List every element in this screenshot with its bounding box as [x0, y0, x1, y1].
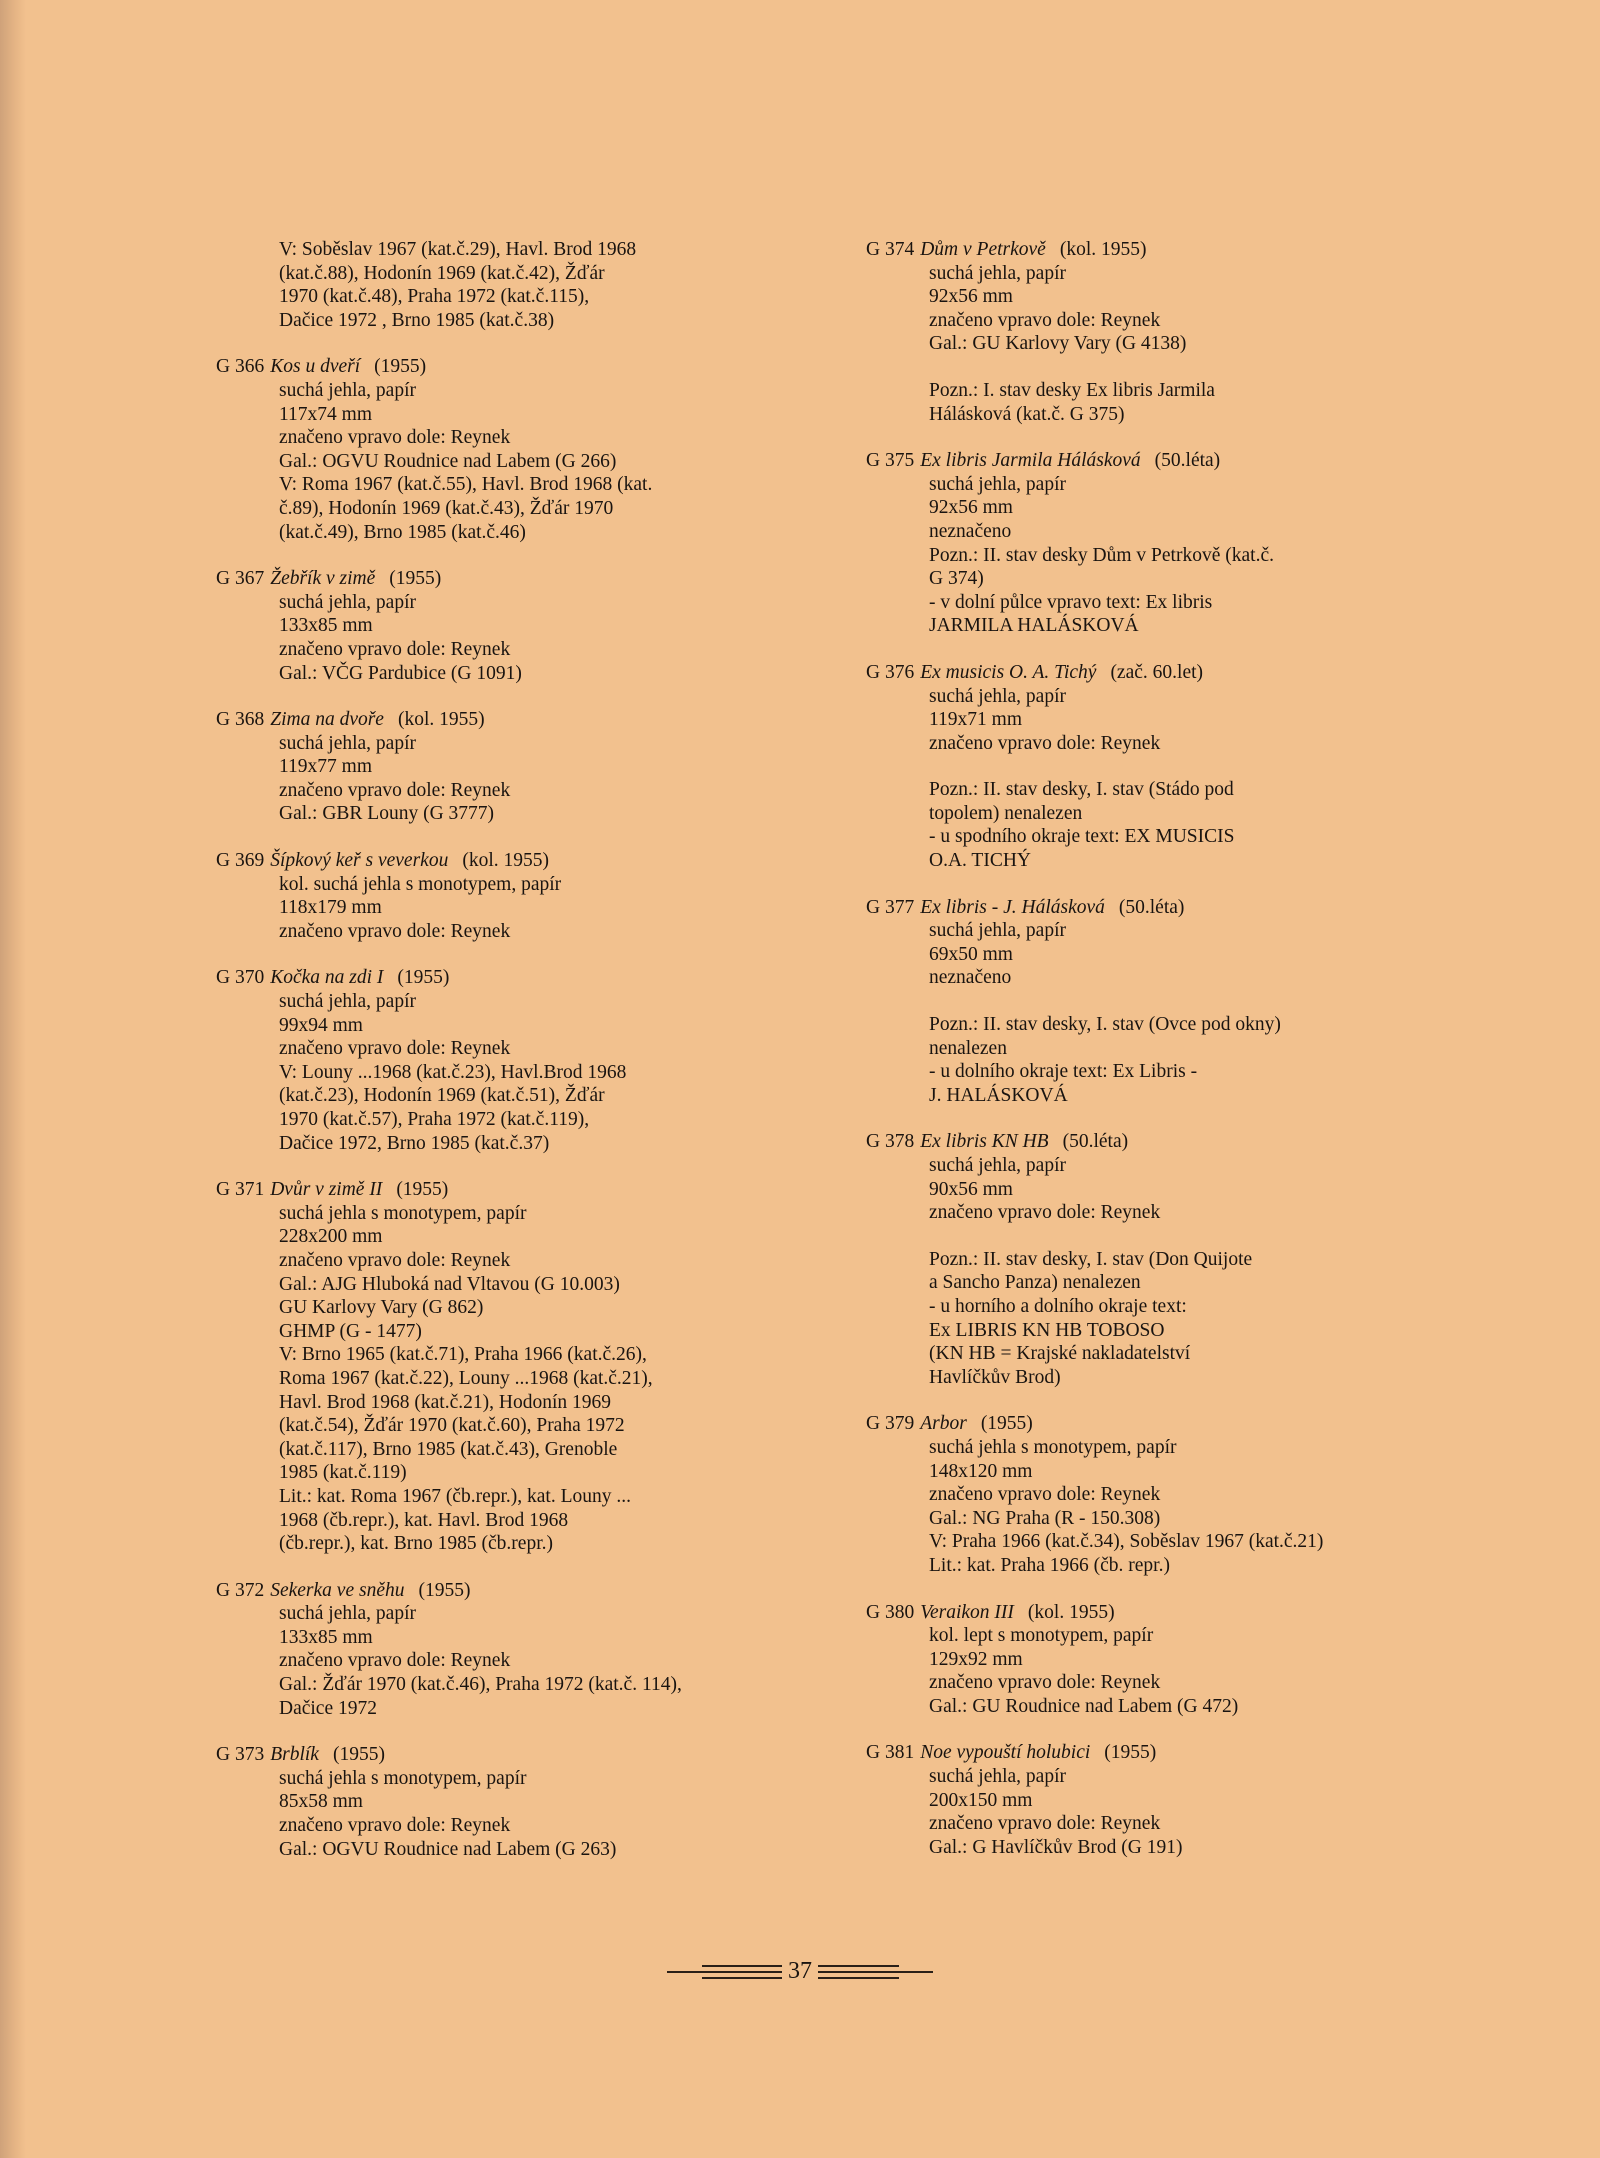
entry-details: [216, 1767, 736, 1861]
right-column: [866, 238, 1406, 1882]
entry-details: [216, 873, 736, 944]
artwork-date: (kol. 1955): [1027, 1601, 1115, 1623]
detail-line: Gal.: GBR Louny (G 3777): [279, 803, 495, 825]
entry-heading: [866, 238, 1406, 262]
catalog-number: G 378: [866, 1131, 915, 1153]
detail-line: Pozn.: II. stav desky, I. stav (Don Quijote: [929, 1248, 1253, 1270]
detail-line: GHMP (G - 1477): [279, 1320, 422, 1342]
detail-line: 90x56 mm: [929, 1178, 1013, 1200]
detail-line: suchá jehla, papír: [279, 591, 416, 613]
artwork-title: Brblík: [270, 1744, 319, 1766]
detail-line: suchá jehla s monotypem, papír: [929, 1436, 1177, 1458]
entry-details: [216, 238, 736, 332]
detail-line: (kat.č.49), Brno 1985 (kat.č.46): [279, 521, 526, 543]
detail-line: Pozn.: II. stav desky, I. stav (Ovce pod okny): [929, 1014, 1281, 1036]
entry-details: [866, 1154, 1406, 1389]
artwork-title: Žebřík v zimě: [270, 568, 376, 590]
artwork-title: Šípkový keř s veverkou: [270, 850, 449, 872]
detail-line: suchá jehla, papír: [929, 1766, 1066, 1788]
detail-line: Havlíčkův Brod): [929, 1366, 1061, 1388]
artwork-date: (1955): [389, 568, 442, 590]
detail-line: značeno vpravo dole: Reynek: [279, 779, 511, 801]
artwork-date: (kol. 1955): [462, 850, 549, 872]
artwork-date: (1955): [332, 1744, 385, 1766]
page-binding-edge: [0, 0, 26, 2158]
catalog-number: G 380: [866, 1601, 915, 1623]
detail-paragraph: [929, 473, 1406, 638]
catalog-number: G 366: [216, 356, 265, 378]
catalog-entry: [866, 1741, 1406, 1859]
detail-line: neznačeno: [929, 967, 1012, 989]
entry-heading: [866, 1601, 1406, 1625]
detail-paragraph: [929, 778, 1406, 872]
artwork-date: (zač. 60.let): [1110, 661, 1204, 683]
artwork-date: (1955): [397, 967, 450, 989]
catalog-entry: [216, 966, 736, 1155]
catalog-number: G 370: [216, 967, 265, 989]
entry-details: [866, 473, 1406, 638]
detail-line: nenalezen: [929, 1037, 1007, 1059]
detail-line: (kat.č.23), Hodonín 1969 (kat.č.51), Žďár: [279, 1085, 605, 1107]
detail-line: Hálásková (kat.č. G 375): [929, 403, 1125, 425]
detail-paragraph: [279, 1202, 736, 1556]
entry-heading: [216, 1178, 736, 1202]
catalog-entry: [216, 708, 736, 826]
detail-paragraph: [279, 1602, 736, 1720]
detail-line: suchá jehla, papír: [279, 1603, 416, 1625]
detail-line: kol. suchá jehla s monotypem, papír: [279, 873, 562, 895]
entry-heading: [216, 708, 736, 732]
detail-line: suchá jehla s monotypem, papír: [279, 1767, 527, 1789]
detail-line: 119x71 mm: [929, 709, 1022, 731]
catalog-entry: [216, 567, 736, 685]
entry-details: [866, 1624, 1406, 1718]
detail-line: značeno vpravo dole: Reynek: [279, 1249, 511, 1271]
entry-details: [866, 1436, 1406, 1578]
catalog-number: G 367: [216, 568, 265, 590]
detail-line: - u horního a dolního okraje text:: [929, 1295, 1187, 1317]
detail-line: Lit.: kat. Praha 1966 (čb. repr.): [929, 1554, 1170, 1576]
detail-line: - u spodního okraje text: EX MUSICIS: [929, 826, 1235, 848]
detail-line: 228x200 mm: [279, 1226, 383, 1248]
detail-line: GU Karlovy Vary (G 862): [279, 1297, 484, 1319]
detail-line: JARMILA HALÁSKOVÁ: [929, 615, 1139, 637]
catalog-number: G 375: [866, 450, 915, 472]
catalog-number: G 377: [866, 896, 915, 918]
detail-paragraph: [279, 990, 736, 1155]
artwork-title: Kočka na zdi I: [270, 967, 384, 989]
catalog-entry: [866, 449, 1406, 638]
entry-details: [216, 379, 736, 544]
detail-line: č.89), Hodonín 1969 (kat.č.43), Žďár 1970: [279, 497, 614, 519]
detail-line: 1970 (kat.č.57), Praha 1972 (kat.č.119),: [279, 1109, 590, 1130]
entry-details: [216, 990, 736, 1155]
detail-line: Gal.: Žďár 1970 (kat.č.46), Praha 1972 (kat.č. 114),: [279, 1674, 682, 1696]
entry-details: [866, 919, 1406, 1107]
catalog-entry: [216, 355, 736, 544]
detail-line: suchá jehla, papír: [929, 262, 1066, 284]
catalog-number: G 379: [866, 1413, 915, 1435]
artwork-title: Sekerka ve sněhu: [270, 1579, 405, 1601]
artwork-date: (50.léta): [1062, 1131, 1129, 1153]
detail-line: neznačeno: [929, 520, 1012, 542]
detail-line: 133x85 mm: [279, 615, 373, 637]
entry-heading: [866, 1412, 1406, 1436]
detail-line: suchá jehla, papír: [929, 920, 1066, 942]
detail-line: V: Soběslav 1967 (kat.č.29), Havl. Brod 1968: [279, 239, 637, 260]
detail-line: značeno vpravo dole: Reynek: [929, 1672, 1161, 1694]
detail-line: Gal.: OGVU Roudnice nad Labem (G 263): [279, 1838, 617, 1860]
detail-line: V: Praha 1966 (kat.č.34), Soběslav 1967 (kat.č.21): [929, 1531, 1324, 1553]
footer-rule-left: [667, 1965, 782, 1979]
detail-line: 69x50 mm: [929, 943, 1013, 965]
artwork-date: (1955): [418, 1579, 471, 1601]
catalog-number: G 376: [866, 661, 915, 683]
entry-heading: [866, 1741, 1406, 1765]
detail-line: značeno vpravo dole: Reynek: [929, 732, 1161, 754]
detail-paragraph: [279, 873, 736, 944]
entry-heading: [866, 1130, 1406, 1154]
detail-paragraph: [929, 1248, 1406, 1390]
catalog-entry: [866, 661, 1406, 873]
detail-line: kol. lept s monotypem, papír: [929, 1625, 1154, 1647]
catalog-entry: [216, 849, 736, 943]
detail-line: Gal.: NG Praha (R - 150.308): [929, 1507, 1161, 1529]
detail-line: G 374): [929, 568, 984, 590]
detail-paragraph: [929, 919, 1406, 990]
detail-line: Gal.: G Havlíčkův Brod (G 191): [929, 1836, 1183, 1858]
detail-line: 92x56 mm: [929, 497, 1013, 519]
artwork-title: Ex libris - J. Hálásková: [920, 896, 1105, 918]
detail-line: J. HALÁSKOVÁ: [929, 1084, 1068, 1106]
entry-heading: [866, 661, 1406, 685]
artwork-date: (1955): [374, 356, 427, 378]
detail-line: Pozn.: II. stav desky Dům v Petrkově (kat.č.: [929, 544, 1274, 566]
detail-line: Dačice 1972 , Brno 1985 (kat.č.38): [279, 309, 555, 331]
detail-line: 117x74 mm: [279, 403, 372, 425]
detail-line: (kat.č.54), Žďár 1970 (kat.č.60), Praha 1972: [279, 1415, 625, 1437]
catalog-entry: [216, 1743, 736, 1861]
footer-rule-right: [818, 1965, 933, 1979]
detail-line: značeno vpravo dole: Reynek: [279, 920, 511, 942]
catalog-number: G 368: [216, 709, 265, 731]
catalog-entry: [866, 1130, 1406, 1389]
detail-paragraph: [929, 1765, 1406, 1859]
catalog-entry: [866, 1601, 1406, 1719]
entry-details: [216, 591, 736, 685]
detail-line: Gal.: VČG Pardubice (G 1091): [279, 662, 522, 684]
artwork-title: Dům v Petrkově: [920, 239, 1046, 260]
catalog-entry: [216, 1178, 736, 1556]
detail-line: (KN HB = Krajské nakladatelství: [929, 1343, 1191, 1365]
detail-paragraph: [279, 379, 736, 544]
detail-line: suchá jehla, papír: [279, 991, 416, 1013]
catalog-number: G 374: [866, 239, 915, 260]
entry-heading: [216, 849, 736, 873]
entry-heading: [216, 1579, 736, 1603]
detail-line: 118x179 mm: [279, 897, 382, 919]
detail-line: 200x150 mm: [929, 1789, 1033, 1811]
catalog-number: G 373: [216, 1744, 265, 1766]
detail-line: 148x120 mm: [929, 1460, 1033, 1482]
artwork-title: Veraikon III: [920, 1601, 1014, 1623]
catalog-entry: [866, 1412, 1406, 1577]
artwork-title: Ex libris Jarmila Hálásková: [920, 450, 1141, 472]
entry-details: [216, 732, 736, 826]
entry-heading: [216, 567, 736, 591]
catalog-entry: [216, 1579, 736, 1721]
detail-paragraph: [929, 1013, 1406, 1107]
detail-paragraph: [929, 1436, 1406, 1578]
entry-details: [866, 262, 1406, 427]
detail-line: značeno vpravo dole: Reynek: [279, 638, 511, 660]
catalog-number: G 381: [866, 1742, 915, 1764]
detail-line: suchá jehla, papír: [929, 1155, 1066, 1176]
detail-paragraph: [929, 1154, 1406, 1225]
detail-paragraph: [279, 238, 736, 332]
detail-line: O.A. TICHÝ: [929, 850, 1032, 872]
detail-line: Gal.: GU Roudnice nad Labem (G 472): [929, 1695, 1239, 1717]
detail-line: značeno vpravo dole: Reynek: [929, 309, 1161, 331]
detail-line: - v dolní půlce vpravo text: Ex libris: [929, 591, 1213, 613]
detail-line: 85x58 mm: [279, 1791, 363, 1813]
detail-line: suchá jehla, papír: [929, 685, 1066, 707]
artwork-title: Arbor: [920, 1413, 967, 1435]
artwork-date: (kol. 1955): [397, 709, 485, 731]
detail-line: značeno vpravo dole: Reynek: [279, 427, 511, 449]
entry-heading: [216, 966, 736, 990]
entry-heading: [216, 1743, 736, 1767]
artwork-title: Ex musicis O. A. Tichý: [920, 661, 1097, 683]
detail-line: 1968 (čb.repr.), kat. Havl. Brod 1968: [279, 1509, 569, 1531]
catalog-number: G 372: [216, 1579, 265, 1601]
detail-line: značeno vpravo dole: Reynek: [279, 1038, 511, 1060]
detail-paragraph: [929, 685, 1406, 756]
detail-line: 1970 (kat.č.48), Praha 1972 (kat.č.115),: [279, 286, 590, 308]
detail-line: 129x92 mm: [929, 1648, 1023, 1670]
detail-line: a Sancho Panza) nenalezen: [929, 1272, 1141, 1294]
artwork-date: (1955): [396, 1179, 449, 1201]
detail-line: 99x94 mm: [279, 1014, 363, 1036]
detail-line: (čb.repr.), kat. Brno 1985 (čb.repr.): [279, 1533, 553, 1555]
detail-line: Gal.: OGVU Roudnice nad Labem (G 266): [279, 450, 617, 472]
artwork-title: Kos u dveří: [270, 356, 361, 378]
detail-line: značeno vpravo dole: Reynek: [279, 1650, 511, 1672]
detail-line: Ex LIBRIS KN HB TOBOSO: [929, 1319, 1165, 1341]
detail-line: 133x85 mm: [279, 1626, 373, 1648]
detail-line: suchá jehla, papír: [279, 379, 416, 401]
detail-line: V: Louny ...1968 (kat.č.23), Havl.Brod 1968: [279, 1061, 627, 1083]
entry-details: [866, 1765, 1406, 1859]
detail-line: - u dolního okraje text: Ex Libris -: [929, 1061, 1198, 1083]
detail-line: značeno vpravo dole: Reynek: [929, 1202, 1161, 1224]
detail-line: 92x56 mm: [929, 286, 1013, 308]
catalog-entry: [216, 238, 736, 332]
detail-paragraph: [929, 1624, 1406, 1718]
detail-line: Havl. Brod 1968 (kat.č.21), Hodonín 1969: [279, 1391, 611, 1413]
detail-line: Pozn.: II. stav desky, I. stav (Stádo pod: [929, 779, 1234, 801]
artwork-title: Ex libris KN HB: [920, 1131, 1049, 1153]
left-column: [216, 238, 736, 1884]
detail-paragraph: [929, 379, 1406, 426]
detail-paragraph: [929, 262, 1406, 356]
detail-line: Gal.: GU Karlovy Vary (G 4138): [929, 333, 1187, 355]
page-number: 37: [788, 1958, 812, 1984]
detail-line: suchá jehla, papír: [929, 473, 1066, 495]
entry-heading: [866, 896, 1406, 920]
catalog-number: G 369: [216, 850, 265, 872]
artwork-date: (50.léta): [1118, 896, 1185, 918]
detail-line: V: Brno 1965 (kat.č.71), Praha 1966 (kat.č.26),: [279, 1344, 647, 1366]
artwork-date: (1955): [980, 1413, 1033, 1435]
entry-details: [216, 1602, 736, 1720]
detail-line: Gal.: AJG Hluboká nad Vltavou (G 10.003): [279, 1273, 620, 1295]
detail-line: 1985 (kat.č.119): [279, 1462, 407, 1484]
detail-line: Pozn.: I. stav desky Ex libris Jarmila: [929, 379, 1215, 401]
detail-line: (kat.č.88), Hodonín 1969 (kat.č.42), Žďár: [279, 262, 605, 284]
entry-heading: [866, 449, 1406, 473]
artwork-date: (kol. 1955): [1059, 239, 1147, 260]
detail-line: 119x77 mm: [279, 756, 372, 778]
detail-line: Dačice 1972: [279, 1697, 377, 1719]
detail-line: Dačice 1972, Brno 1985 (kat.č.37): [279, 1132, 550, 1154]
detail-line: značeno vpravo dole: Reynek: [279, 1815, 511, 1837]
catalog-entry: [866, 238, 1406, 426]
artwork-date: (50.léta): [1154, 450, 1221, 472]
catalog-number: G 371: [216, 1179, 265, 1201]
detail-line: (kat.č.117), Brno 1985 (kat.č.43), Grenoble: [279, 1438, 618, 1460]
artwork-title: Noe vypouští holubici: [920, 1742, 1091, 1764]
entry-heading: [216, 355, 736, 379]
detail-paragraph: [279, 732, 736, 826]
artwork-title: Dvůr v zimě II: [270, 1179, 383, 1201]
entry-details: [866, 685, 1406, 873]
catalog-entry: [866, 896, 1406, 1108]
detail-line: V: Roma 1967 (kat.č.55), Havl. Brod 1968 (kat.: [279, 474, 653, 496]
detail-line: suchá jehla, papír: [279, 732, 416, 754]
detail-line: značeno vpravo dole: Reynek: [929, 1484, 1161, 1506]
artwork-date: (1955): [1104, 1742, 1157, 1764]
detail-paragraph: [279, 1767, 736, 1861]
detail-line: suchá jehla s monotypem, papír: [279, 1202, 527, 1224]
entry-details: [216, 1202, 736, 1556]
artwork-title: Zima na dvoře: [270, 709, 384, 731]
page-footer: [0, 1958, 1600, 1985]
detail-line: Lit.: kat. Roma 1967 (čb.repr.), kat. Louny ...: [279, 1485, 632, 1507]
detail-line: značeno vpravo dole: Reynek: [929, 1813, 1161, 1835]
detail-line: Roma 1967 (kat.č.22), Louny ...1968 (kat.č.21),: [279, 1367, 653, 1389]
detail-paragraph: [279, 591, 736, 685]
detail-line: topolem) nenalezen: [929, 802, 1083, 824]
